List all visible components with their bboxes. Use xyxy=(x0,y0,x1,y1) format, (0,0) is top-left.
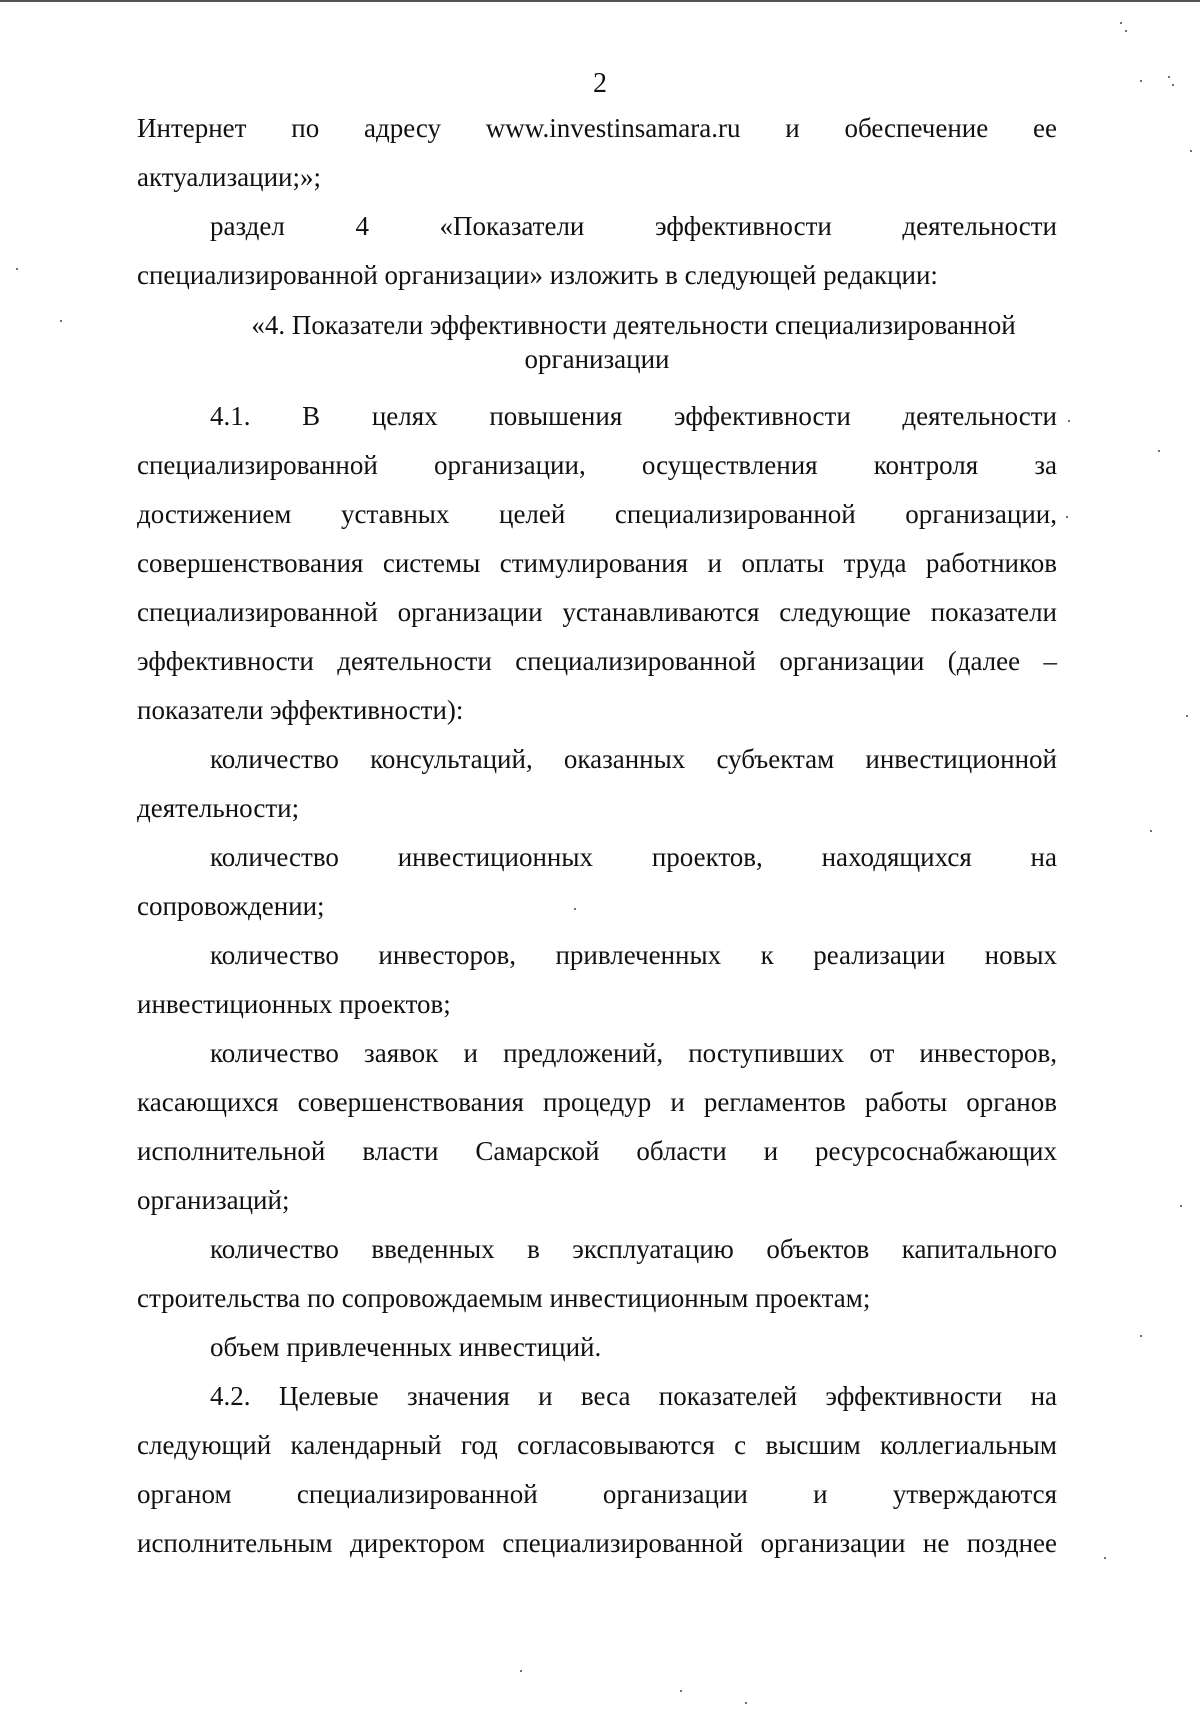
scan-speck xyxy=(1125,30,1127,32)
text-line: эффективности деятельности специализированной организации (далее – xyxy=(137,646,1057,676)
scan-speck xyxy=(1140,80,1142,82)
scan-speck xyxy=(1190,150,1192,152)
scan-speck xyxy=(1066,516,1068,518)
text-line: количество консультаций, оказанных субъектам инвестиционной xyxy=(210,744,1057,774)
text-line: количество инвесторов, привлеченных к реализации новых xyxy=(210,940,1057,970)
text-line: инвестиционных проектов; xyxy=(137,989,451,1019)
text-line: исполнительной власти Самарской области и ресурсоснабжающих xyxy=(137,1136,1057,1166)
text-line: следующий календарный год согласовываются с высшим коллегиальным xyxy=(137,1430,1057,1460)
scan-speck xyxy=(1180,1205,1182,1207)
scan-speck xyxy=(680,1690,682,1692)
text-line: строительства по сопровождаемым инвестиционным проектам; xyxy=(137,1283,871,1313)
text-line: специализированной организации устанавливаются следующие показатели xyxy=(137,597,1057,627)
text-line: объем привлеченных инвестиций. xyxy=(210,1332,602,1362)
heading-line: организации xyxy=(524,344,670,374)
text-line: достижением уставных целей специализированной организации, xyxy=(137,499,1057,529)
text-line: исполнительным директором специализированной организации не позднее xyxy=(137,1528,1057,1558)
list-item-projects xyxy=(137,833,1057,931)
text-line: показатели эффективности): xyxy=(137,695,464,725)
scan-speck xyxy=(1068,420,1070,422)
text-line: 4.1. В целях повышения эффективности деятельности xyxy=(210,401,1057,431)
text-line: количество инвестиционных проектов, находящихся на xyxy=(210,842,1057,872)
text-line: количество заявок и предложений, поступивших от инвесторов, xyxy=(210,1038,1057,1068)
text-line: деятельности; xyxy=(137,793,300,823)
scan-speck xyxy=(16,268,18,270)
list-item-objects xyxy=(137,1225,1057,1323)
text-line: совершенствования системы стимулирования и оплаты труда работников xyxy=(137,548,1057,578)
scan-speck xyxy=(1140,1335,1142,1337)
page-number: 2 xyxy=(593,68,607,99)
paragraph-section-4-intro xyxy=(137,202,1057,300)
scan-speck xyxy=(574,908,576,910)
list-item-investors xyxy=(137,931,1057,1029)
list-item-investments xyxy=(137,1323,1057,1372)
text-line: количество введенных в эксплуатацию объектов капитального xyxy=(210,1234,1057,1264)
scan-speck xyxy=(1186,715,1188,717)
text-line: касающихся совершенствования процедур и регламентов работы органов xyxy=(137,1087,1057,1117)
text-line: органом специализированной организации и утверждаются xyxy=(137,1479,1057,1509)
scan-speck xyxy=(1104,1557,1106,1559)
scan-speck xyxy=(1172,84,1174,86)
text-line: актуализации;»; xyxy=(137,162,321,192)
paragraph-continuation xyxy=(137,104,1057,202)
text-line: организаций; xyxy=(137,1185,290,1215)
text-line: 4.2. Целевые значения и веса показателей эффективности на xyxy=(210,1381,1057,1411)
paragraph-4-2 xyxy=(137,1372,1057,1568)
scan-speck xyxy=(520,1670,522,1672)
paragraph-4-1 xyxy=(137,392,1057,735)
scan-speck xyxy=(60,320,62,322)
scan-speck xyxy=(1150,830,1152,832)
section-heading xyxy=(137,308,1057,376)
list-item-consultations xyxy=(137,735,1057,833)
text-line: специализированной организации» изложить в следующей редакции: xyxy=(137,260,938,290)
scan-speck xyxy=(1158,450,1160,452)
heading-line: «4. Показатели эффективности деятельности специализированной xyxy=(251,310,1016,340)
text-line: специализированной организации, осуществления контроля за xyxy=(137,450,1057,480)
text-line: сопровождении; xyxy=(137,891,325,921)
list-item-applications xyxy=(137,1029,1057,1225)
text-line: Интернет по адресу www.investinsamara.ru и обеспечение ее xyxy=(137,113,1057,143)
scan-speck xyxy=(1168,76,1170,78)
text-line: раздел 4 «Показатели эффективности деятельности xyxy=(210,211,1057,241)
top-scan-edge xyxy=(0,0,1200,2)
scan-speck xyxy=(745,1702,747,1704)
scan-speck xyxy=(1120,22,1122,24)
